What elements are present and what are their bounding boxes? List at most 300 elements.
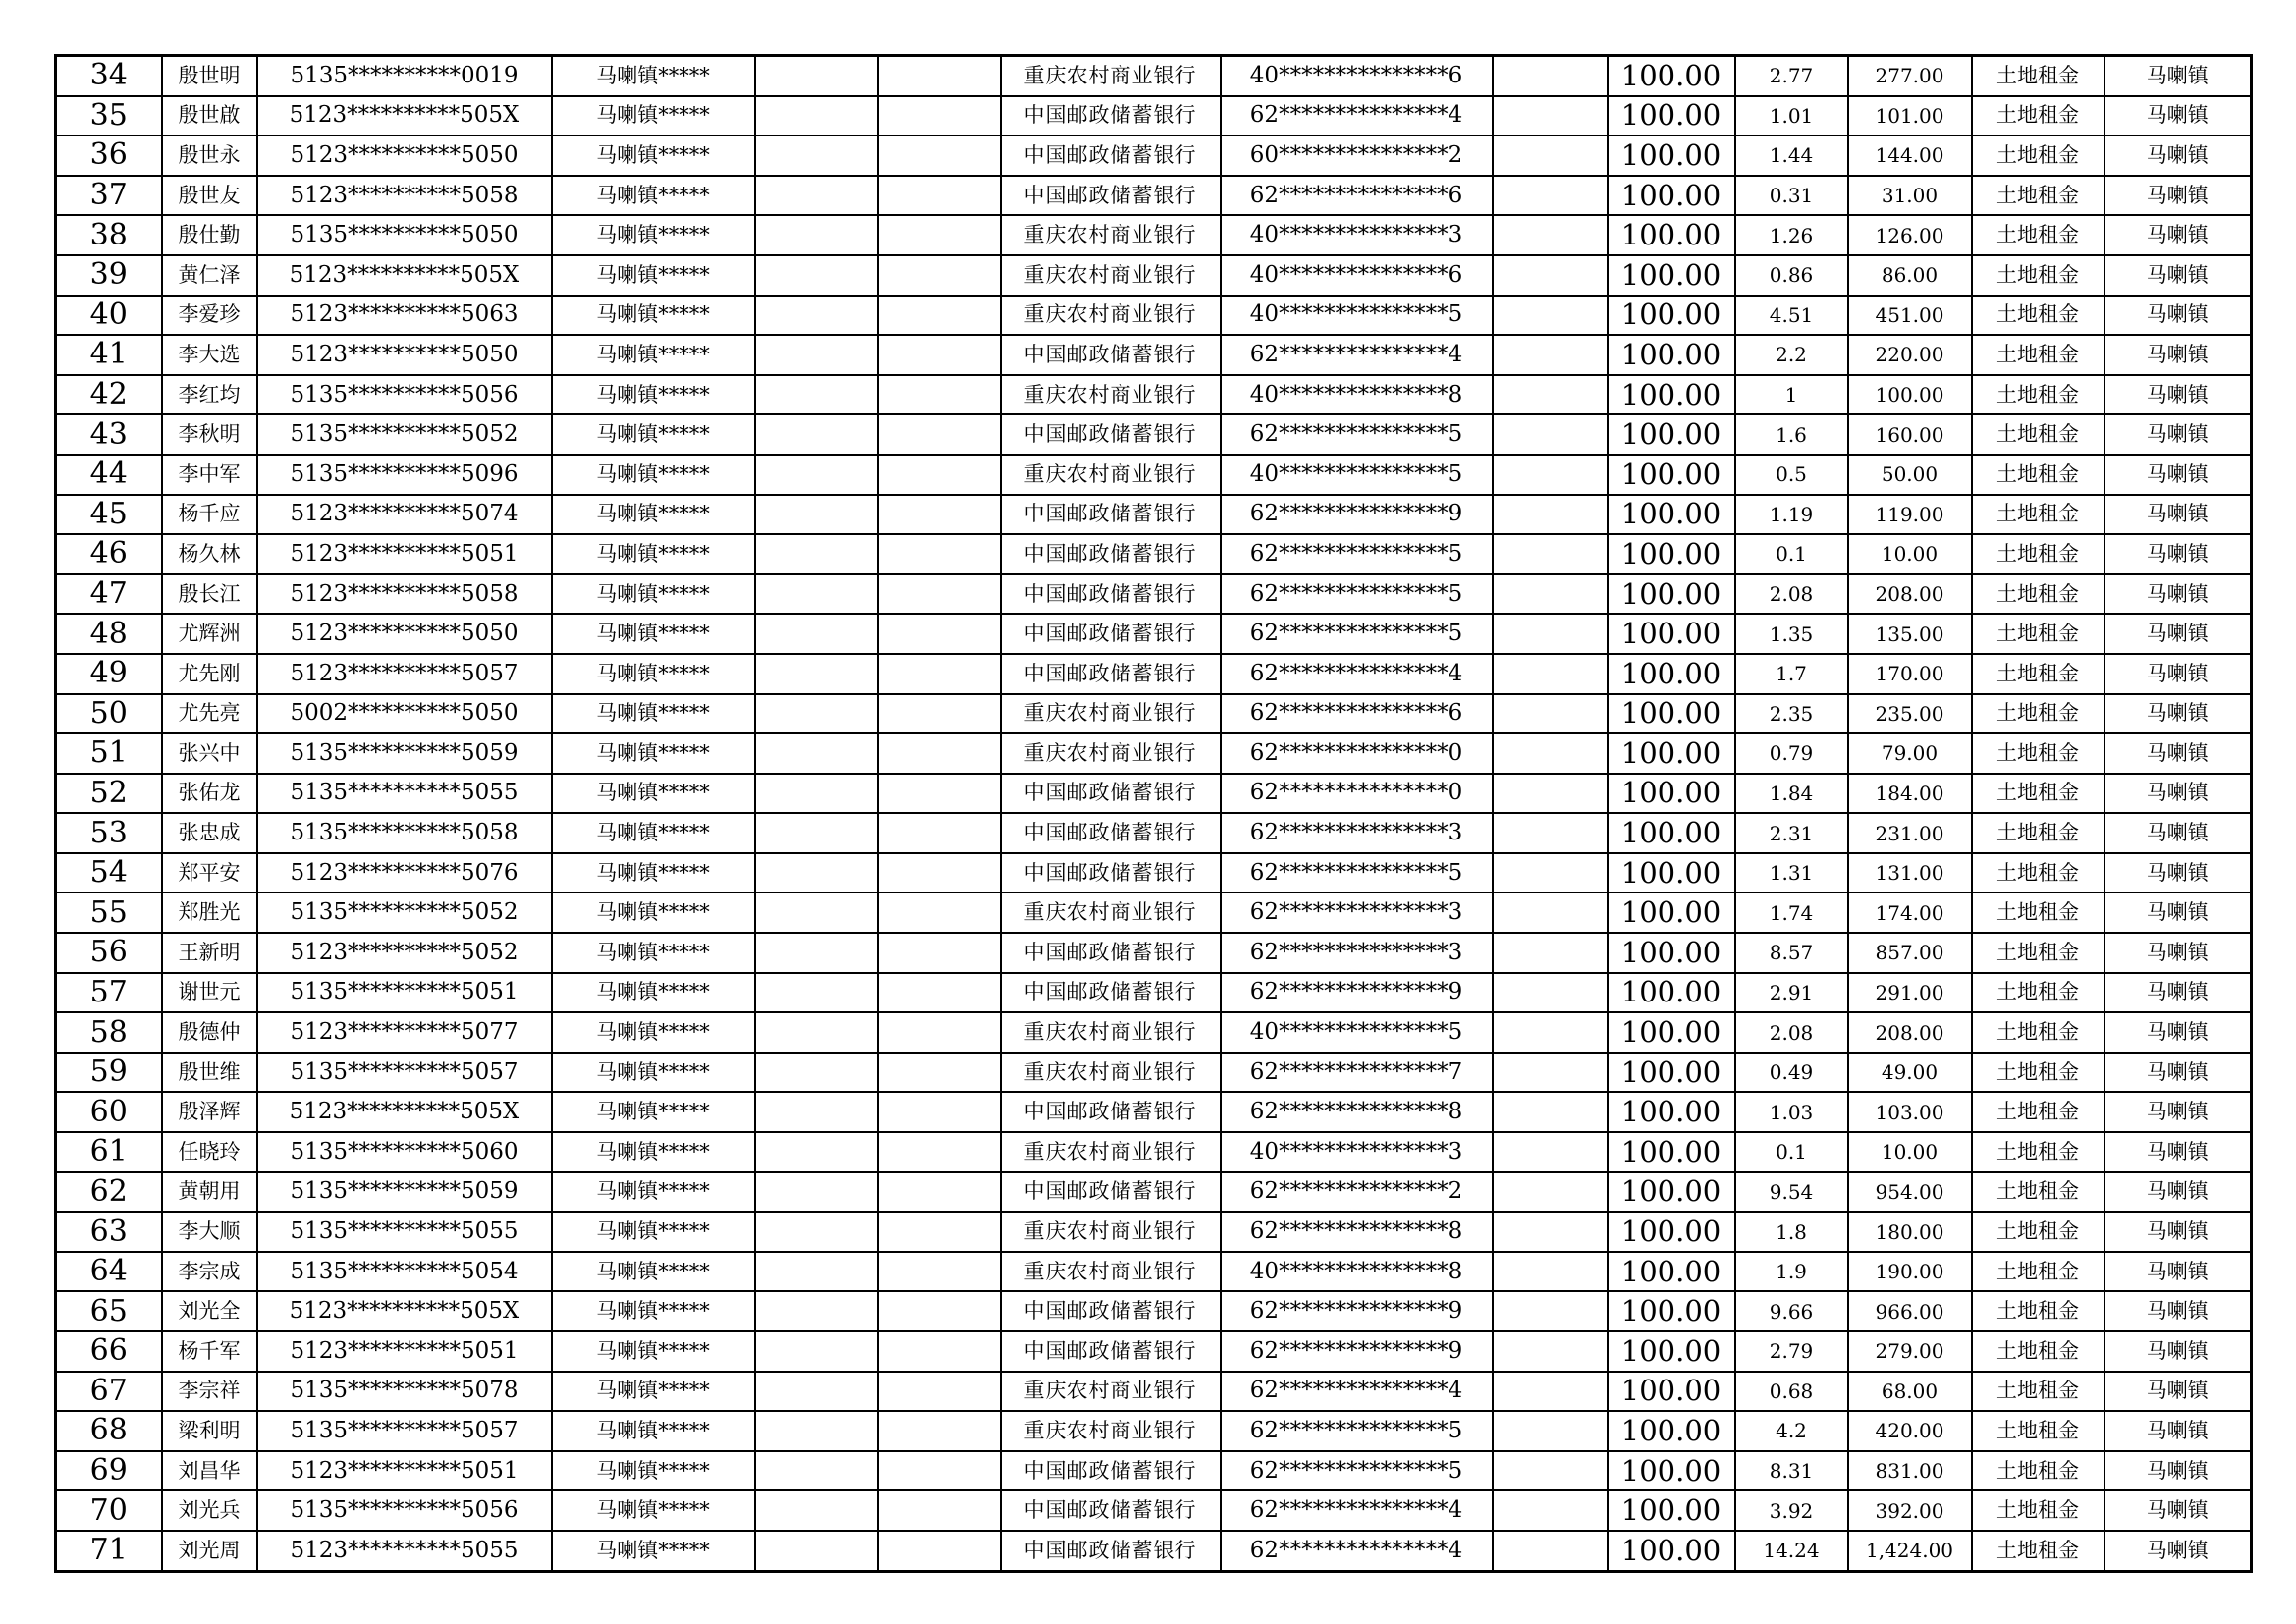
payment-type-cell: 土地租金 (1972, 96, 2105, 136)
town-cell: 马喇镇 (2105, 973, 2252, 1013)
town-cell: 马喇镇 (2105, 335, 2252, 375)
row-number-cell: 61 (56, 1132, 162, 1172)
amount-cell: 184.00 (1848, 774, 1972, 814)
address-cell: 马喇镇***** (552, 215, 755, 255)
blank-cell (1493, 176, 1608, 216)
address-cell: 马喇镇***** (552, 1531, 755, 1571)
unit-price-cell: 100.00 (1608, 56, 1735, 96)
payee-name-cell: 谢世元 (162, 973, 257, 1013)
table-row (56, 96, 2252, 136)
area-cell: 1.44 (1735, 135, 1848, 176)
account-number-cell: 62***************0 (1221, 733, 1493, 774)
town-cell: 马喇镇 (2105, 296, 2252, 336)
bank-name-cell: 中国邮政储蓄银行 (1001, 813, 1221, 853)
account-number-cell: 40***************8 (1221, 375, 1493, 415)
blank-cell (1493, 495, 1608, 535)
payment-type-cell: 土地租金 (1972, 1053, 2105, 1093)
area-cell: 8.31 (1735, 1451, 1848, 1491)
amount-cell: 135.00 (1848, 614, 1972, 654)
bank-name-cell: 中国邮政储蓄银行 (1001, 495, 1221, 535)
payee-name-cell: 张兴中 (162, 733, 257, 774)
unit-price-cell: 100.00 (1608, 1291, 1735, 1331)
table-row (56, 574, 2252, 615)
blank-cell (755, 495, 878, 535)
bank-name-cell: 重庆农村商业银行 (1001, 255, 1221, 296)
town-cell: 马喇镇 (2105, 56, 2252, 96)
bank-name-cell: 中国邮政储蓄银行 (1001, 1531, 1221, 1571)
area-cell: 4.51 (1735, 296, 1848, 336)
payee-name-cell: 李爱珍 (162, 296, 257, 336)
area-cell: 1.74 (1735, 893, 1848, 933)
payment-type-cell: 土地租金 (1972, 813, 2105, 853)
unit-price-cell: 100.00 (1608, 853, 1735, 893)
account-number-cell: 40***************6 (1221, 255, 1493, 296)
table-row (56, 893, 2252, 933)
town-cell: 马喇镇 (2105, 1531, 2252, 1571)
unit-price-cell: 100.00 (1608, 135, 1735, 176)
town-cell: 马喇镇 (2105, 654, 2252, 694)
id-number-cell: 5135**********5055 (257, 774, 552, 814)
address-cell: 马喇镇***** (552, 1291, 755, 1331)
address-cell: 马喇镇***** (552, 455, 755, 495)
bank-name-cell: 中国邮政储蓄银行 (1001, 574, 1221, 615)
town-cell: 马喇镇 (2105, 574, 2252, 615)
area-cell: 2.08 (1735, 574, 1848, 615)
unit-price-cell: 100.00 (1608, 813, 1735, 853)
row-number-cell: 43 (56, 414, 162, 455)
payee-name-cell: 刘昌华 (162, 1451, 257, 1491)
table-row (56, 1212, 2252, 1252)
blank-cell (755, 375, 878, 415)
row-number-cell: 45 (56, 495, 162, 535)
blank-cell (1493, 1053, 1608, 1093)
bank-name-cell: 中国邮政储蓄银行 (1001, 1291, 1221, 1331)
bank-name-cell: 中国邮政储蓄银行 (1001, 1490, 1221, 1531)
town-cell: 马喇镇 (2105, 255, 2252, 296)
id-number-cell: 5123**********5050 (257, 135, 552, 176)
unit-price-cell: 100.00 (1608, 654, 1735, 694)
account-number-cell: 62***************5 (1221, 534, 1493, 574)
row-number-cell: 62 (56, 1172, 162, 1213)
address-cell: 马喇镇***** (552, 853, 755, 893)
account-number-cell: 40***************6 (1221, 56, 1493, 96)
town-cell: 马喇镇 (2105, 893, 2252, 933)
town-cell: 马喇镇 (2105, 495, 2252, 535)
account-number-cell: 62***************9 (1221, 495, 1493, 535)
amount-cell: 857.00 (1848, 933, 1972, 973)
area-cell: 1.01 (1735, 96, 1848, 136)
blank-cell (1493, 1132, 1608, 1172)
address-cell: 马喇镇***** (552, 733, 755, 774)
town-cell: 马喇镇 (2105, 1212, 2252, 1252)
payee-name-cell: 李宗祥 (162, 1372, 257, 1412)
area-cell: 2.08 (1735, 1012, 1848, 1053)
id-number-cell: 5135**********5059 (257, 1172, 552, 1213)
amount-cell: 49.00 (1848, 1053, 1972, 1093)
blank-cell (1493, 1012, 1608, 1053)
account-number-cell: 62***************4 (1221, 1531, 1493, 1571)
area-cell: 8.57 (1735, 933, 1848, 973)
amount-cell: 235.00 (1848, 694, 1972, 734)
row-number-cell: 49 (56, 654, 162, 694)
account-number-cell: 62***************5 (1221, 574, 1493, 615)
blank-cell (755, 1451, 878, 1491)
blank-cell (1493, 733, 1608, 774)
table-row (56, 1172, 2252, 1213)
bank-name-cell: 中国邮政储蓄银行 (1001, 176, 1221, 216)
blank-cell (1493, 1451, 1608, 1491)
town-cell: 马喇镇 (2105, 1252, 2252, 1292)
town-cell: 马喇镇 (2105, 1490, 2252, 1531)
blank-cell (755, 1012, 878, 1053)
blank-cell (755, 1212, 878, 1252)
id-number-cell: 5123**********505X (257, 1092, 552, 1132)
blank-cell (1493, 1411, 1608, 1451)
unit-price-cell: 100.00 (1608, 255, 1735, 296)
bank-name-cell: 重庆农村商业银行 (1001, 694, 1221, 734)
row-number-cell: 68 (56, 1411, 162, 1451)
payment-type-cell: 土地租金 (1972, 375, 2105, 415)
town-cell: 马喇镇 (2105, 853, 2252, 893)
bank-name-cell: 重庆农村商业银行 (1001, 56, 1221, 96)
bank-name-cell: 中国邮政储蓄银行 (1001, 614, 1221, 654)
blank-cell (878, 1451, 1001, 1491)
address-cell: 马喇镇***** (552, 255, 755, 296)
amount-cell: 420.00 (1848, 1411, 1972, 1451)
id-number-cell: 5135**********5060 (257, 1132, 552, 1172)
amount-cell: 144.00 (1848, 135, 1972, 176)
account-number-cell: 62***************5 (1221, 1411, 1493, 1451)
amount-cell: 101.00 (1848, 96, 1972, 136)
bank-name-cell: 中国邮政储蓄银行 (1001, 1172, 1221, 1213)
id-number-cell: 5123**********5051 (257, 1451, 552, 1491)
address-cell: 马喇镇***** (552, 973, 755, 1013)
row-number-cell: 64 (56, 1252, 162, 1292)
id-number-cell: 5135**********5052 (257, 414, 552, 455)
payment-type-cell: 土地租金 (1972, 774, 2105, 814)
area-cell: 9.66 (1735, 1291, 1848, 1331)
area-cell: 0.1 (1735, 1132, 1848, 1172)
id-number-cell: 5123**********5052 (257, 933, 552, 973)
address-cell: 马喇镇***** (552, 1053, 755, 1093)
address-cell: 马喇镇***** (552, 1252, 755, 1292)
area-cell: 1.19 (1735, 495, 1848, 535)
payment-type-cell: 土地租金 (1972, 973, 2105, 1013)
town-cell: 马喇镇 (2105, 1372, 2252, 1412)
row-number-cell: 50 (56, 694, 162, 734)
amount-cell: 131.00 (1848, 853, 1972, 893)
bank-name-cell: 中国邮政储蓄银行 (1001, 1331, 1221, 1372)
area-cell: 2.35 (1735, 694, 1848, 734)
row-number-cell: 67 (56, 1372, 162, 1412)
area-cell: 0.68 (1735, 1372, 1848, 1412)
blank-cell (878, 733, 1001, 774)
blank-cell (755, 534, 878, 574)
blank-cell (878, 1331, 1001, 1372)
unit-price-cell: 100.00 (1608, 933, 1735, 973)
blank-cell (878, 96, 1001, 136)
payment-type-cell: 土地租金 (1972, 1012, 2105, 1053)
table-row (56, 215, 2252, 255)
amount-cell: 180.00 (1848, 1212, 1972, 1252)
account-number-cell: 40***************3 (1221, 1132, 1493, 1172)
payee-name-cell: 黄朝用 (162, 1172, 257, 1213)
blank-cell (878, 654, 1001, 694)
amount-cell: 220.00 (1848, 335, 1972, 375)
payee-name-cell: 黄仁泽 (162, 255, 257, 296)
table-row (56, 296, 2252, 336)
amount-cell: 208.00 (1848, 1012, 1972, 1053)
row-number-cell: 54 (56, 853, 162, 893)
payment-type-cell: 土地租金 (1972, 176, 2105, 216)
blank-cell (1493, 973, 1608, 1013)
id-number-cell: 5123**********5077 (257, 1012, 552, 1053)
id-number-cell: 5135**********5059 (257, 733, 552, 774)
unit-price-cell: 100.00 (1608, 455, 1735, 495)
table-row (56, 176, 2252, 216)
blank-cell (1493, 375, 1608, 415)
blank-cell (878, 1411, 1001, 1451)
town-cell: 马喇镇 (2105, 176, 2252, 216)
blank-cell (878, 813, 1001, 853)
payee-name-cell: 殷泽辉 (162, 1092, 257, 1132)
blank-cell (878, 455, 1001, 495)
account-number-cell: 40***************5 (1221, 296, 1493, 336)
blank-cell (1493, 414, 1608, 455)
payee-name-cell: 李秋明 (162, 414, 257, 455)
blank-cell (1493, 774, 1608, 814)
unit-price-cell: 100.00 (1608, 495, 1735, 535)
amount-cell: 50.00 (1848, 455, 1972, 495)
blank-cell (755, 414, 878, 455)
id-number-cell: 5123**********5051 (257, 534, 552, 574)
blank-cell (1493, 455, 1608, 495)
table-row (56, 534, 2252, 574)
payment-type-cell: 土地租金 (1972, 56, 2105, 96)
payee-name-cell: 杨千军 (162, 1331, 257, 1372)
blank-cell (755, 893, 878, 933)
amount-cell: 291.00 (1848, 973, 1972, 1013)
address-cell: 马喇镇***** (552, 1092, 755, 1132)
bank-name-cell: 重庆农村商业银行 (1001, 1212, 1221, 1252)
payment-type-cell: 土地租金 (1972, 1212, 2105, 1252)
table-row (56, 813, 2252, 853)
town-cell: 马喇镇 (2105, 1172, 2252, 1213)
area-cell: 2.77 (1735, 56, 1848, 96)
unit-price-cell: 100.00 (1608, 1132, 1735, 1172)
address-cell: 马喇镇***** (552, 135, 755, 176)
row-number-cell: 53 (56, 813, 162, 853)
account-number-cell: 40***************8 (1221, 1252, 1493, 1292)
area-cell: 1.7 (1735, 654, 1848, 694)
blank-cell (1493, 893, 1608, 933)
table-row (56, 375, 2252, 415)
blank-cell (1493, 1092, 1608, 1132)
table-row (56, 614, 2252, 654)
unit-price-cell: 100.00 (1608, 1172, 1735, 1213)
row-number-cell: 42 (56, 375, 162, 415)
blank-cell (878, 774, 1001, 814)
payee-name-cell: 梁利明 (162, 1411, 257, 1451)
account-number-cell: 62***************4 (1221, 1490, 1493, 1531)
id-number-cell: 5135**********5052 (257, 893, 552, 933)
id-number-cell: 5123**********5058 (257, 176, 552, 216)
blank-cell (755, 694, 878, 734)
row-number-cell: 66 (56, 1331, 162, 1372)
payee-name-cell: 殷德仲 (162, 1012, 257, 1053)
amount-cell: 68.00 (1848, 1372, 1972, 1412)
bank-name-cell: 中国邮政储蓄银行 (1001, 414, 1221, 455)
blank-cell (878, 414, 1001, 455)
blank-cell (878, 296, 1001, 336)
payment-type-cell: 土地租金 (1972, 1531, 2105, 1571)
account-number-cell: 62***************8 (1221, 1092, 1493, 1132)
row-number-cell: 55 (56, 893, 162, 933)
bank-name-cell: 重庆农村商业银行 (1001, 1411, 1221, 1451)
account-number-cell: 62***************6 (1221, 176, 1493, 216)
row-number-cell: 35 (56, 96, 162, 136)
unit-price-cell: 100.00 (1608, 694, 1735, 734)
blank-cell (1493, 96, 1608, 136)
id-number-cell: 5123**********5074 (257, 495, 552, 535)
blank-cell (755, 96, 878, 136)
row-number-cell: 59 (56, 1053, 162, 1093)
amount-cell: 1,424.00 (1848, 1531, 1972, 1571)
payment-type-cell: 土地租金 (1972, 1092, 2105, 1132)
address-cell: 马喇镇***** (552, 296, 755, 336)
row-number-cell: 37 (56, 176, 162, 216)
id-number-cell: 5123**********505X (257, 1291, 552, 1331)
account-number-cell: 60***************2 (1221, 135, 1493, 176)
amount-cell: 231.00 (1848, 813, 1972, 853)
payee-name-cell: 李大顺 (162, 1212, 257, 1252)
address-cell: 马喇镇***** (552, 933, 755, 973)
blank-cell (755, 1252, 878, 1292)
area-cell: 1.31 (1735, 853, 1848, 893)
blank-cell (878, 135, 1001, 176)
blank-cell (755, 335, 878, 375)
payment-type-cell: 土地租金 (1972, 1172, 2105, 1213)
table-row (56, 255, 2252, 296)
unit-price-cell: 100.00 (1608, 1092, 1735, 1132)
area-cell: 9.54 (1735, 1172, 1848, 1213)
id-number-cell: 5135**********5096 (257, 455, 552, 495)
payee-name-cell: 殷仕勤 (162, 215, 257, 255)
amount-cell: 126.00 (1848, 215, 1972, 255)
payment-type-cell: 土地租金 (1972, 1372, 2105, 1412)
town-cell: 马喇镇 (2105, 733, 2252, 774)
address-cell: 马喇镇***** (552, 574, 755, 615)
area-cell: 1.8 (1735, 1212, 1848, 1252)
blank-cell (878, 1053, 1001, 1093)
amount-cell: 10.00 (1848, 534, 1972, 574)
payee-name-cell: 殷世维 (162, 1053, 257, 1093)
blank-cell (755, 853, 878, 893)
id-number-cell: 5135**********5078 (257, 1372, 552, 1412)
payee-name-cell: 尤辉洲 (162, 614, 257, 654)
blank-cell (878, 1531, 1001, 1571)
bank-name-cell: 重庆农村商业银行 (1001, 1012, 1221, 1053)
id-number-cell: 5123**********5057 (257, 654, 552, 694)
address-cell: 马喇镇***** (552, 335, 755, 375)
unit-price-cell: 100.00 (1608, 1451, 1735, 1491)
table-row (56, 1451, 2252, 1491)
payee-name-cell: 李中军 (162, 455, 257, 495)
bank-name-cell: 中国邮政储蓄银行 (1001, 135, 1221, 176)
account-number-cell: 62***************5 (1221, 853, 1493, 893)
payee-name-cell: 杨千应 (162, 495, 257, 535)
address-cell: 马喇镇***** (552, 614, 755, 654)
unit-price-cell: 100.00 (1608, 774, 1735, 814)
table-row (56, 1411, 2252, 1451)
bank-name-cell: 中国邮政储蓄银行 (1001, 96, 1221, 136)
id-number-cell: 5135**********5054 (257, 1252, 552, 1292)
payment-type-cell: 土地租金 (1972, 614, 2105, 654)
row-number-cell: 44 (56, 455, 162, 495)
town-cell: 马喇镇 (2105, 774, 2252, 814)
payment-table (54, 54, 2253, 1573)
payee-name-cell: 殷世永 (162, 135, 257, 176)
table-row (56, 853, 2252, 893)
blank-cell (1493, 335, 1608, 375)
row-number-cell: 70 (56, 1490, 162, 1531)
blank-cell (1493, 1490, 1608, 1531)
unit-price-cell: 100.00 (1608, 1212, 1735, 1252)
blank-cell (1493, 296, 1608, 336)
payee-name-cell: 殷世明 (162, 56, 257, 96)
area-cell: 0.1 (1735, 534, 1848, 574)
table-row (56, 733, 2252, 774)
blank-cell (755, 1372, 878, 1412)
payment-type-cell: 土地租金 (1972, 1411, 2105, 1451)
unit-price-cell: 100.00 (1608, 574, 1735, 615)
blank-cell (878, 215, 1001, 255)
payment-type-cell: 土地租金 (1972, 335, 2105, 375)
table-row (56, 774, 2252, 814)
payment-type-cell: 土地租金 (1972, 135, 2105, 176)
unit-price-cell: 100.00 (1608, 614, 1735, 654)
area-cell: 2.91 (1735, 973, 1848, 1013)
blank-cell (878, 1372, 1001, 1412)
town-cell: 马喇镇 (2105, 534, 2252, 574)
amount-cell: 103.00 (1848, 1092, 1972, 1132)
blank-cell (755, 973, 878, 1013)
unit-price-cell: 100.00 (1608, 973, 1735, 1013)
row-number-cell: 38 (56, 215, 162, 255)
unit-price-cell: 100.00 (1608, 1372, 1735, 1412)
account-number-cell: 62***************2 (1221, 1172, 1493, 1213)
address-cell: 马喇镇***** (552, 893, 755, 933)
bank-name-cell: 中国邮政储蓄银行 (1001, 774, 1221, 814)
area-cell: 3.92 (1735, 1490, 1848, 1531)
account-number-cell: 62***************0 (1221, 774, 1493, 814)
blank-cell (755, 574, 878, 615)
unit-price-cell: 100.00 (1608, 1252, 1735, 1292)
row-number-cell: 52 (56, 774, 162, 814)
payment-type-cell: 土地租金 (1972, 654, 2105, 694)
blank-cell (1493, 654, 1608, 694)
id-number-cell: 5123**********5076 (257, 853, 552, 893)
blank-cell (1493, 933, 1608, 973)
account-number-cell: 62***************9 (1221, 1291, 1493, 1331)
id-number-cell: 5123**********5051 (257, 1331, 552, 1372)
address-cell: 马喇镇***** (552, 694, 755, 734)
payment-type-cell: 土地租金 (1972, 1291, 2105, 1331)
town-cell: 马喇镇 (2105, 96, 2252, 136)
table-row (56, 694, 2252, 734)
blank-cell (1493, 534, 1608, 574)
area-cell: 4.2 (1735, 1411, 1848, 1451)
